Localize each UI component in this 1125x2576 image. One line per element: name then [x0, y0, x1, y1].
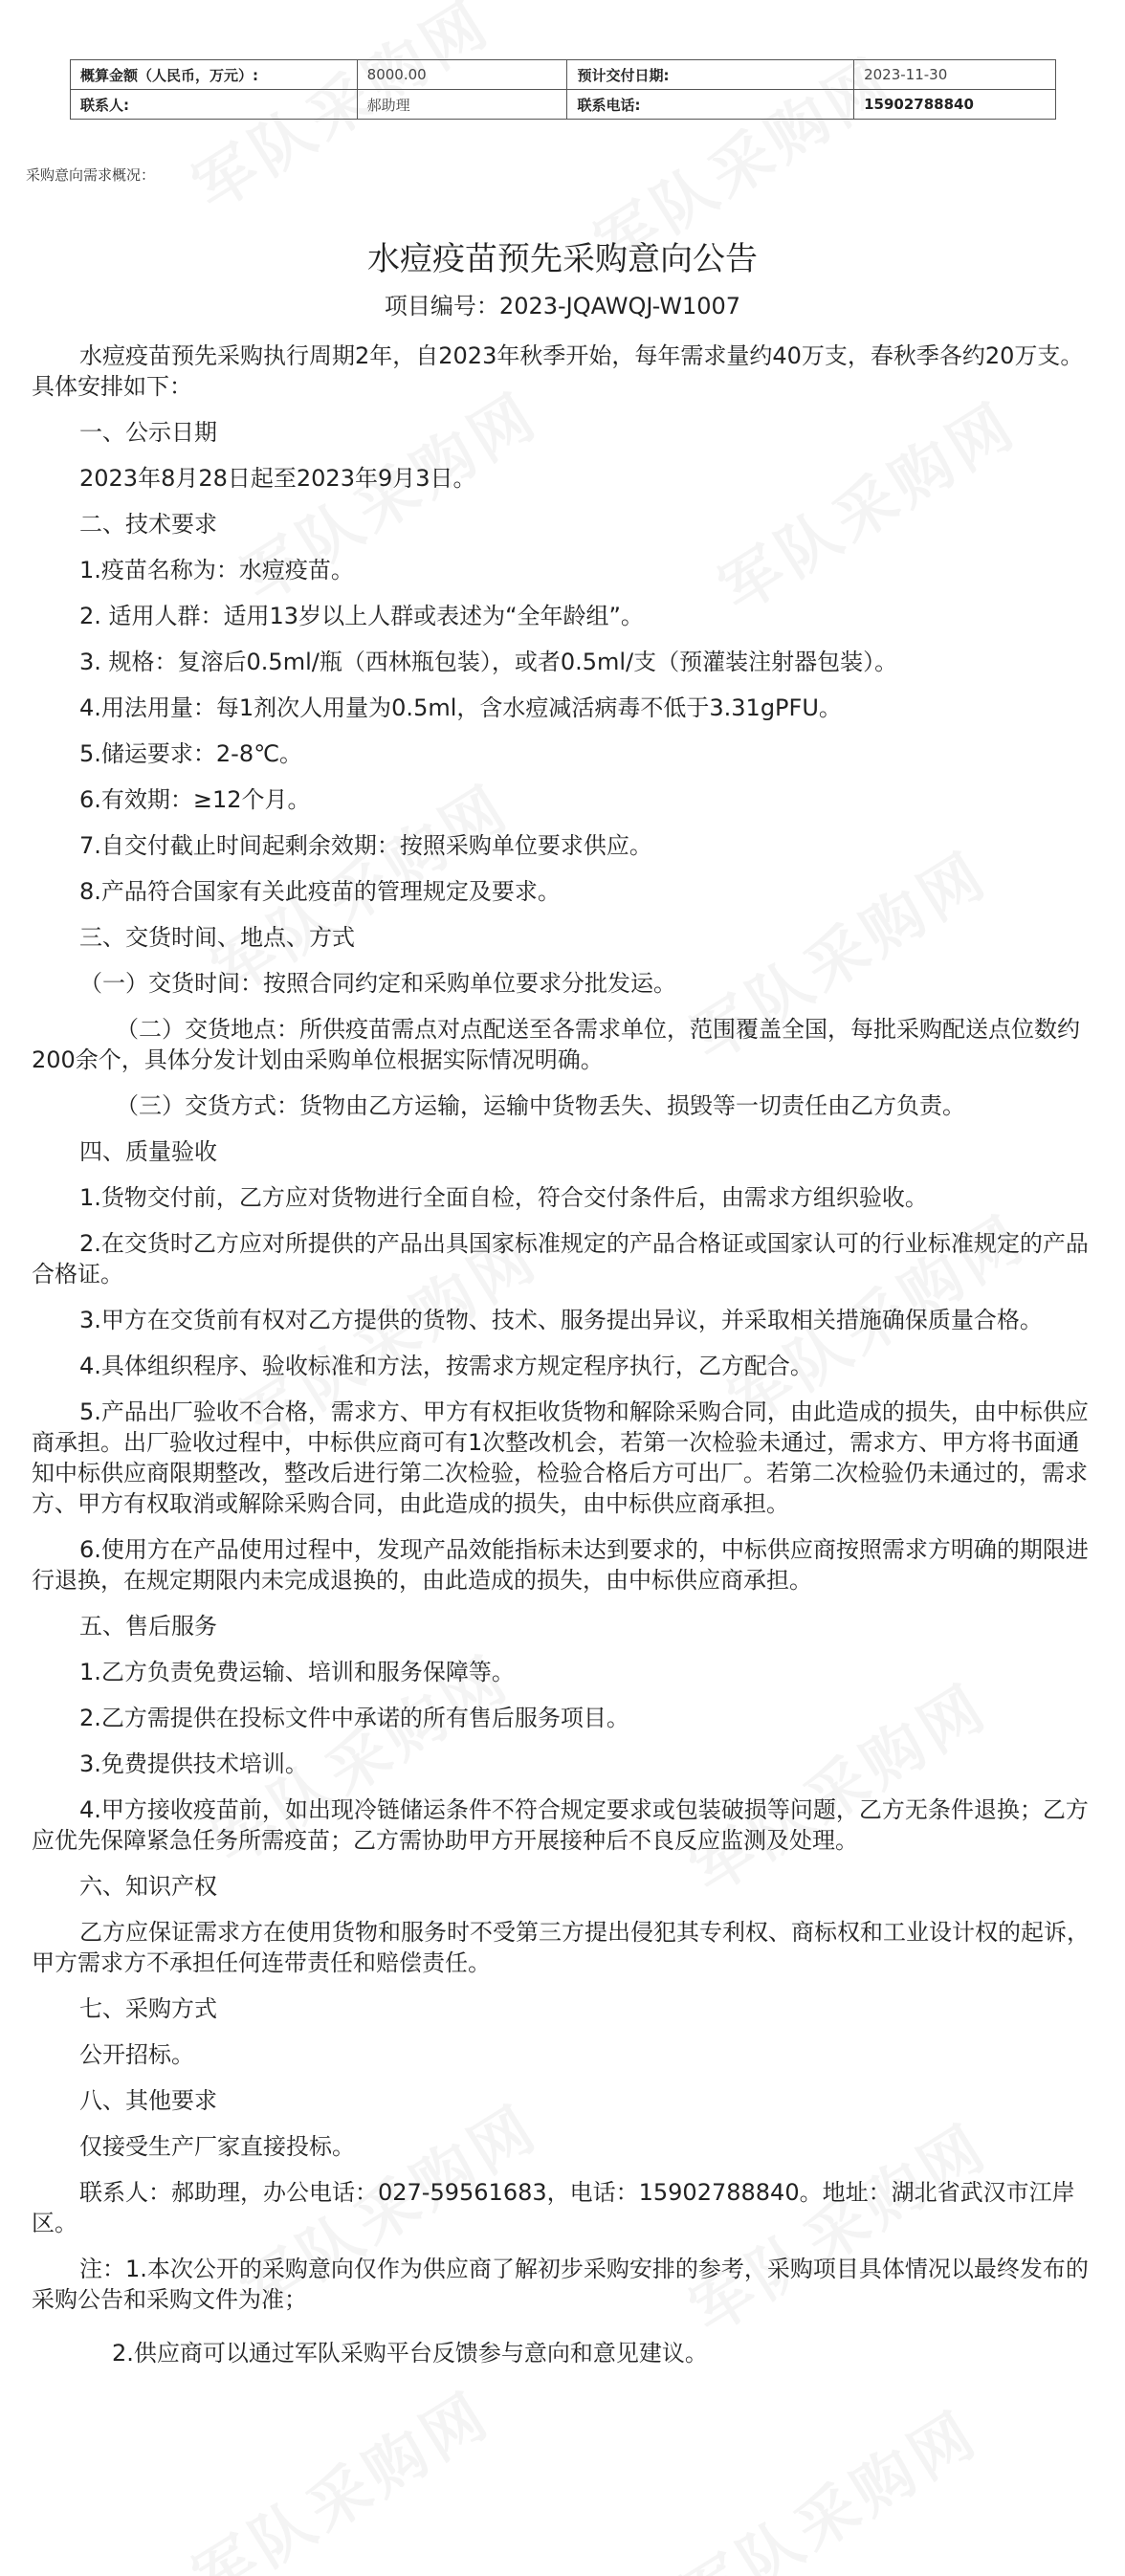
phone-value: 15902788840: [854, 90, 1056, 120]
note-1: 注：1.本次公开的采购意向仅作为供应商了解初步采购安排的参考，采购项目具体情况以最终发布的采购公告和采购文件为准；: [32, 2256, 1089, 2313]
section-text: 公开招标。: [79, 2041, 194, 2068]
budget-value: 8000.00: [357, 60, 567, 90]
section-heading: 八、其他要求: [79, 2087, 217, 2114]
list-item: （三）交货方式：货物由乙方运输，运输中货物丢失、损毁等一切责任由乙方负责。: [116, 1092, 965, 1119]
info-row-budget: [71, 60, 1056, 90]
list-item: 6.有效期：≥12个月。: [79, 786, 311, 813]
intro-paragraph: 水痘疫苗预先采购执行周期2年，自2023年秋季开始，每年需求量约40万支，春秋季各约20万支。具体安排如下：: [32, 342, 1084, 400]
list-item: 2.乙方需提供在投标文件中承诺的所有售后服务项目。: [79, 1705, 629, 1731]
list-item: 7.自交付截止时间起剩余效期：按照采购单位要求供应。: [79, 832, 652, 859]
section-heading: 四、质量验收: [79, 1138, 217, 1165]
list-item: 1.货物交付前，乙方应对货物进行全面自检，符合交付条件后，由需求方组织验收。: [79, 1184, 928, 1211]
page-title: 水痘疫苗预先采购意向公告: [367, 240, 758, 278]
list-item: 3.甲方在交货前有权对乙方提供的货物、技术、服务提出异议，并采取相关措施确保质量合格。: [79, 1307, 1043, 1333]
info-table: [70, 59, 1056, 120]
section-text: 仅接受生产厂家直接投标。: [79, 2133, 355, 2160]
list-item: 4.用法用量：每1剂次人用量为0.5ml，含水痘减活病毒不低于3.31gPFU。: [79, 694, 842, 721]
list-item: 6.使用方在产品使用过程中，发现产品效能指标未达到要求的，中标供应商按照需求方明确的期限进行退换，在规定期限内未完成退换的，由此造成的损失，由中标供应商承担。: [32, 1536, 1089, 1594]
list-item: （二）交货地点：所供疫苗需点对点配送至各需求单位，范围覆盖全国，每批采购配送点位数约200余个，具体分发计划由采购单位根据实际情况明确。: [32, 1016, 1080, 1073]
list-item: 3.免费提供技术培训。: [79, 1750, 308, 1777]
list-item: 4.具体组织程序、验收标准和方法，按需求方规定程序执行，乙方配合。: [79, 1353, 813, 1379]
contact-label: 联系人:: [71, 90, 358, 120]
announcement-body: [32, 335, 1095, 2368]
watermark: [174, 2367, 505, 2576]
section-heading: 一、公示日期: [79, 419, 217, 446]
info-row-contact: [71, 90, 1056, 120]
overview-label: 采购意向需求概况：: [26, 166, 156, 184]
delivery-date-label: 预计交付日期:: [567, 60, 854, 90]
section-heading: 六、知识产权: [79, 1873, 217, 1900]
list-item: 1.疫苗名称为：水痘疫苗。: [79, 557, 354, 583]
list-item: 1.乙方负责免费运输、培训和服务保障等。: [79, 1659, 515, 1685]
section-heading: 七、采购方式: [79, 1995, 217, 2022]
note-2: 2.供应商可以通过军队采购平台反馈参与意向和意见建议。: [112, 2340, 708, 2367]
section-heading: 二、技术要求: [79, 511, 217, 538]
list-item: 3. 规格：复溶后0.5ml/瓶（西林瓶包装），或者0.5ml/支（预灌装注射器包装）。: [79, 649, 898, 675]
budget-label: 概算金额（人民币，万元）:: [71, 60, 358, 90]
contact-value: 郝助理: [357, 90, 567, 120]
list-item: 5.产品出厂验收不合格，需求方、甲方有权拒收货物和解除采购合同，由此造成的损失，由中标供应商承担。出厂验收过程中，中标供应商可有1次整改机会，若第一次检验未通过，需求方、甲方将书面通知中标供应商限期整改，整改后进行第二次检验，检验合格后方可出厂。若第二次检验仍未通过的，需求方、甲方有权取消或解除采购合同，由此造成的损失，由中标供应商承担。: [32, 1398, 1089, 1517]
watermark: [662, 2386, 993, 2576]
list-item: 8.产品符合国家有关此疫苗的管理规定及要求。: [79, 878, 561, 905]
list-item: 5.储运要求：2-8℃。: [79, 740, 303, 767]
list-item: 2. 适用人群：适用13岁以上人群或表述为“全年龄组”。: [79, 603, 644, 629]
phone-label: 联系电话:: [567, 90, 854, 120]
project-code: 项目编号：2023-JQAWQJ-W1007: [384, 293, 741, 319]
contact-info: 联系人：郝助理，办公电话：027-59561683，电话：15902788840。地址：湖北省武汉市江岸区。: [32, 2179, 1075, 2236]
section-text: 乙方应保证需求方在使用货物和服务时不受第三方提出侵犯其专利权、商标权和工业设计权的起诉，甲方需求方不承担任何连带责任和赔偿责任。: [32, 1919, 1090, 1976]
section-heading: 五、售后服务: [79, 1613, 217, 1640]
delivery-date-value: 2023-11-30: [854, 60, 1056, 90]
list-item: 2.在交货时乙方应对所提供的产品出具国家标准规定的产品合格证或国家认可的行业标准规定的产品合格证。: [32, 1230, 1089, 1288]
section-text: 2023年8月28日起至2023年9月3日。: [79, 465, 476, 492]
section-heading: 三、交货时间、地点、方式: [79, 924, 355, 951]
list-item: （一）交货时间：按照合同约定和采购单位要求分批发运。: [79, 970, 676, 997]
list-item: 4.甲方接收疫苗前，如出现冷链储运条件不符合规定要求或包装破损等问题，乙方无条件退换；乙方应优先保障紧急任务所需疫苗；乙方需协助甲方开展接种后不良反应监测及处理。: [32, 1796, 1089, 1854]
